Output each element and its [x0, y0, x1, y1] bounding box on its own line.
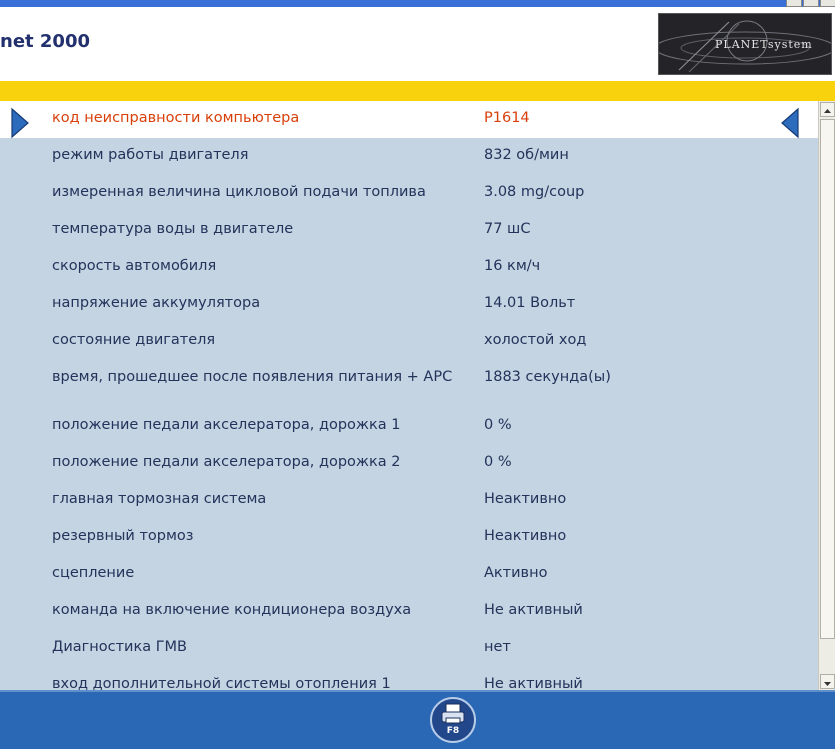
play-left-icon[interactable]: [780, 107, 800, 139]
play-right-icon[interactable]: [10, 107, 30, 139]
vertical-scrollbar[interactable]: [818, 101, 835, 690]
arrow-down-icon: [821, 677, 834, 690]
param-label: состояние двигателя: [52, 332, 216, 348]
param-value: 16 км/ч: [484, 258, 541, 274]
table-row[interactable]: [0, 175, 818, 212]
header: [0, 7, 835, 81]
arrow-up-icon: [821, 105, 834, 118]
table-row[interactable]: [0, 519, 818, 556]
param-label: измеренная величина цикловой подачи топлива: [52, 184, 426, 200]
table-row[interactable]: [0, 249, 818, 286]
param-value: 0 %: [484, 454, 512, 470]
window-titlebar: [0, 0, 835, 7]
maximize-button[interactable]: [803, 0, 819, 7]
scroll-thumb[interactable]: [820, 119, 835, 639]
accent-bar: [0, 81, 835, 101]
param-value: Не активный: [484, 602, 583, 618]
param-label: команда на включение кондиционера воздуха: [52, 602, 412, 618]
table-row[interactable]: [0, 323, 818, 360]
print-button[interactable]: [430, 697, 476, 743]
table-row[interactable]: [0, 593, 818, 630]
scroll-down-button[interactable]: [820, 674, 835, 689]
param-label: код неисправности компьютера: [52, 110, 300, 126]
param-value: 0 %: [484, 417, 512, 433]
footer-toolbar: [0, 690, 835, 749]
param-value: 1883 секунда(ы): [484, 369, 611, 385]
param-value: 14.01 Вольт: [484, 295, 576, 311]
param-label: сцепление: [52, 565, 135, 581]
table-row[interactable]: [0, 667, 818, 690]
param-value: Не активный: [484, 676, 583, 690]
param-value: 77 шС: [484, 221, 531, 237]
table-row[interactable]: [0, 630, 818, 667]
param-label: режим работы двигателя: [52, 147, 249, 163]
param-label: Диагностика ГМВ: [52, 639, 188, 655]
param-label: вход дополнительной системы отопления 1: [52, 676, 391, 690]
param-value: холостой ход: [484, 332, 587, 348]
param-value: 832 об/мин: [484, 147, 569, 163]
logo-text: PLANETsystem: [715, 38, 813, 51]
param-value: Неактивно: [484, 491, 567, 507]
param-label: температура воды в двигателе: [52, 221, 294, 237]
param-label: скорость автомобиля: [52, 258, 217, 274]
planet-system-logo: [658, 13, 832, 75]
param-value: Неактивно: [484, 528, 567, 544]
table-row[interactable]: [0, 556, 818, 593]
close-button[interactable]: [820, 0, 835, 7]
param-label: положение педали акселератора, дорожка 1: [52, 417, 401, 433]
param-value: 3.08 mg/coup: [484, 184, 585, 200]
minimize-button[interactable]: [786, 0, 802, 7]
table-row[interactable]: [0, 360, 818, 408]
param-label: напряжение аккумулятора: [52, 295, 261, 311]
param-value: нет: [484, 639, 511, 655]
param-value: Активно: [484, 565, 548, 581]
app-title: net 2000: [0, 31, 90, 52]
table-row[interactable]: [0, 101, 818, 138]
table-row[interactable]: [0, 482, 818, 519]
table-row[interactable]: [0, 286, 818, 323]
table-row[interactable]: [0, 445, 818, 482]
shortcut-label: F8: [446, 726, 460, 736]
param-label: главная тормозная система: [52, 491, 267, 507]
table-row[interactable]: [0, 408, 818, 445]
scroll-up-button[interactable]: [820, 102, 835, 117]
param-label: положение педали акселератора, дорожка 2: [52, 454, 401, 470]
table-row[interactable]: [0, 138, 818, 175]
param-label: резервный тормоз: [52, 528, 194, 544]
param-label: время, прошедшее после появления питания + APC: [52, 369, 453, 385]
param-value: P1614: [484, 110, 530, 126]
table-row[interactable]: [0, 212, 818, 249]
parameter-list: [0, 101, 818, 690]
